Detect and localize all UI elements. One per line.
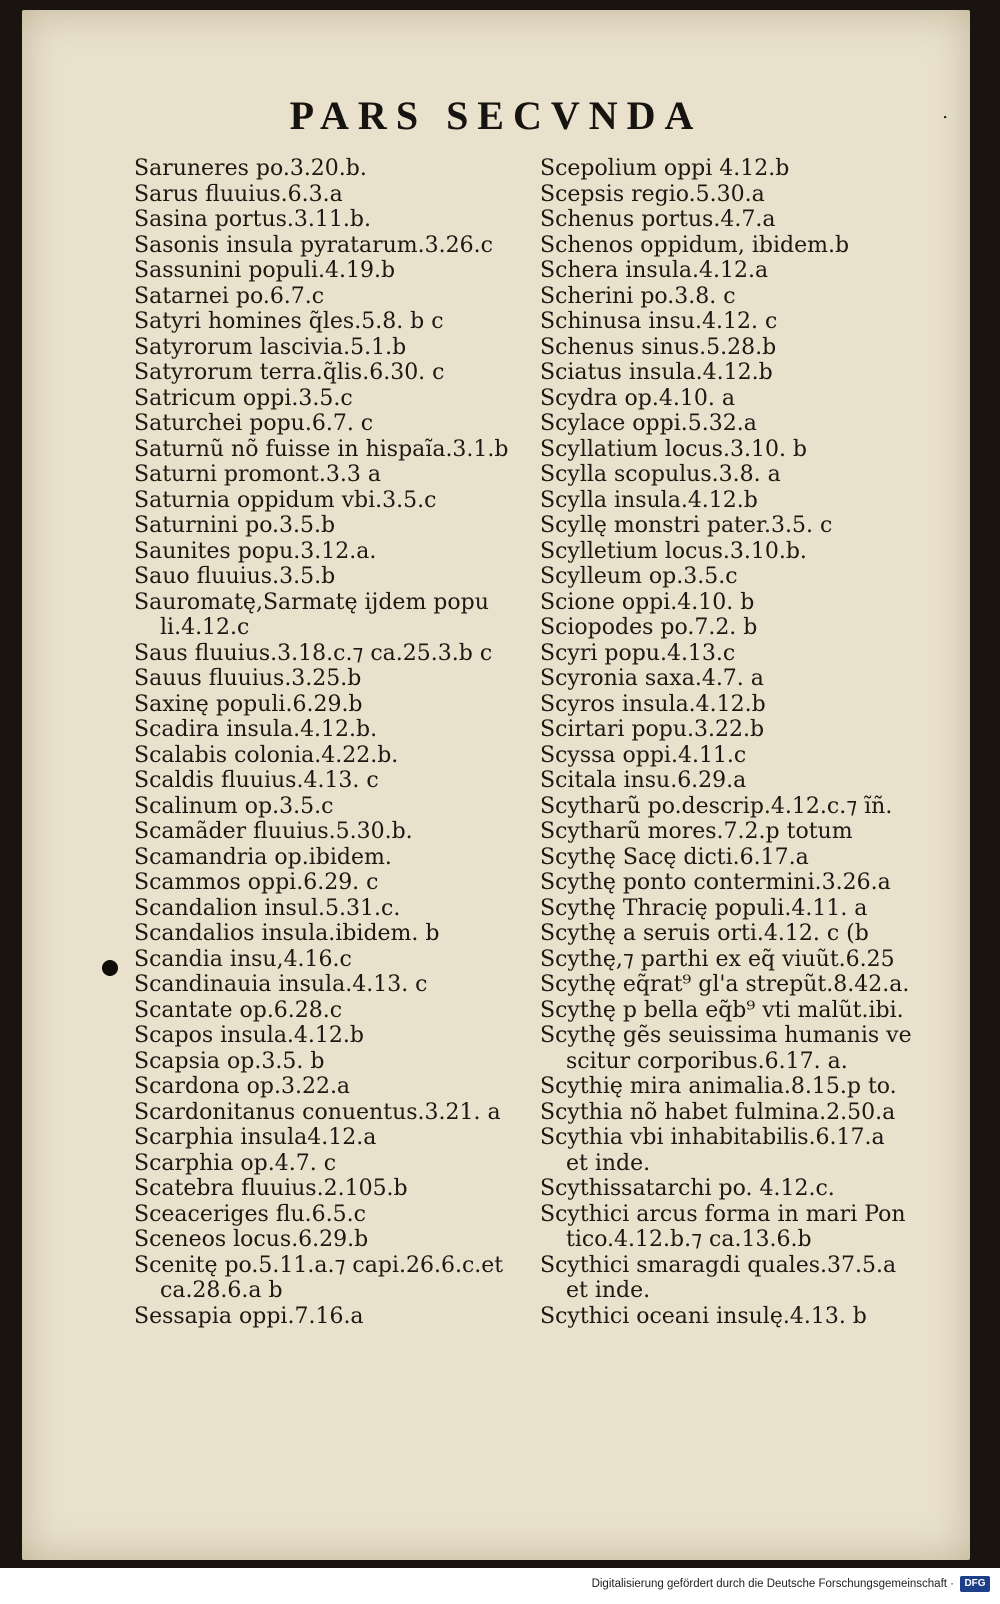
corner-mark: . bbox=[942, 102, 948, 123]
index-entry-text: Scapsia op.3.5. b bbox=[134, 1048, 325, 1074]
index-entry bbox=[134, 156, 554, 182]
index-entry-text: Sessapia oppi.7.16.a bbox=[134, 1303, 364, 1329]
index-entry bbox=[134, 564, 554, 590]
index-entry-text: Sceaceriges flu.6.5.c bbox=[134, 1201, 366, 1227]
index-entry bbox=[540, 1100, 960, 1126]
index-entry bbox=[134, 870, 554, 896]
index-entry-text: Scenitę po.5.11.a.⁊ capi.26.6.c.et bbox=[134, 1252, 504, 1278]
index-entry bbox=[540, 564, 960, 590]
index-entry-text: Scylace oppi.5.32.a bbox=[540, 411, 757, 436]
index-entry-text: Scyri popu.4.13.c bbox=[540, 640, 736, 666]
index-entry bbox=[540, 845, 960, 871]
index-entry bbox=[134, 488, 554, 514]
index-entry-text: Scythissatarchi po. 4.12.c. bbox=[540, 1176, 835, 1201]
index-entry-text: Scarphia op.4.7. c bbox=[134, 1150, 337, 1176]
index-entry-text: Scythę Thracię populi.4.11. a bbox=[540, 895, 868, 921]
index-entry bbox=[134, 845, 554, 871]
index-entry-text: Scythę a seruis orti.4.12. c (b bbox=[540, 921, 869, 946]
index-entry-text: Scantate op.6.28.c bbox=[134, 997, 343, 1023]
index-entry bbox=[540, 284, 960, 310]
index-entry-text: Scythę,⁊ parthi ex eq̃ viuũt.6.25 bbox=[540, 946, 895, 972]
index-entry bbox=[134, 360, 554, 386]
index-entry bbox=[134, 998, 554, 1024]
index-entry bbox=[540, 1125, 960, 1176]
index-entry-text: Scythia nõ habet fulmina.2.50.a bbox=[540, 1099, 896, 1125]
index-entry bbox=[134, 768, 554, 794]
index-entry-continuation: et inde. bbox=[566, 1278, 651, 1303]
index-entry bbox=[540, 488, 960, 514]
index-entry-continuation: scitur corporibus.6.17. a. bbox=[566, 1048, 848, 1074]
index-entry-text: Scylla insula.4.12.b bbox=[540, 487, 758, 513]
index-entry-text: Satricum oppi.3.5.c bbox=[134, 385, 353, 411]
index-entry-text: Saturnia oppidum vbi.3.5.c bbox=[134, 487, 437, 513]
index-entry-text: Scyronia saxa.4.7. a bbox=[540, 666, 764, 691]
index-entry bbox=[134, 1049, 554, 1075]
index-entry bbox=[540, 819, 960, 845]
index-entry bbox=[134, 794, 554, 820]
index-entry bbox=[540, 386, 960, 412]
index-entry bbox=[540, 692, 960, 718]
index-entry-text: Saturni promont.3.3 a bbox=[134, 462, 381, 487]
index-entry-text: Sauromatę,Sarmatę ijdem popu bbox=[134, 589, 489, 615]
index-entry-text: Scythia vbi inhabitabilis.6.17.a bbox=[540, 1125, 885, 1150]
index-entry-text: Saruneres po.3.20.b. bbox=[134, 156, 367, 181]
index-entry bbox=[134, 717, 554, 743]
index-entry-text: Schenos oppidum, ibidem.b bbox=[540, 232, 850, 258]
index-entry bbox=[540, 743, 960, 769]
index-entry bbox=[540, 182, 960, 208]
manicule-dot-mark bbox=[102, 960, 118, 976]
index-entry bbox=[134, 972, 554, 998]
index-entry bbox=[134, 1202, 554, 1228]
index-entry-text: Saturnũ nõ fuisse in hispaĩa.3.1.b bbox=[134, 436, 509, 462]
index-entry-text: Scythię mira animalia.8.15.p to. bbox=[540, 1074, 897, 1099]
index-entry-text: Scylleum op.3.5.c bbox=[540, 564, 738, 589]
index-entry bbox=[540, 1023, 960, 1074]
index-entry-text: Scythici oceani insulę.4.13. b bbox=[540, 1303, 867, 1329]
index-entry bbox=[540, 258, 960, 284]
index-entry bbox=[540, 1253, 960, 1304]
index-entry-text: Scythę ponto contermini.3.26.a bbox=[540, 870, 891, 895]
index-entry-text: Satyrorum lascivia.5.1.b bbox=[134, 334, 407, 360]
index-entry bbox=[134, 1304, 554, 1330]
index-entry-text: Satyrorum terra.q̃lis.6.30. c bbox=[134, 360, 445, 385]
index-entry bbox=[134, 284, 554, 310]
index-entry-text: Scandalion insul.5.31.c. bbox=[134, 895, 401, 921]
index-entry-text: Schenus portus.4.7.a bbox=[540, 207, 776, 232]
index-entry-text: Scythę eq̃rat⁹ gl'a strepũt.8.42.a. bbox=[540, 972, 910, 997]
index-entry bbox=[134, 1176, 554, 1202]
index-entry-text: Scatebra fluuius.2.105.b bbox=[134, 1176, 408, 1201]
index-entry bbox=[134, 692, 554, 718]
index-entry bbox=[134, 411, 554, 437]
index-entry bbox=[540, 1202, 960, 1253]
index-entry-text: Scythici smaragdi quales.37.5.a bbox=[540, 1252, 897, 1278]
index-entry-text: Schera insula.4.12.a bbox=[540, 258, 769, 283]
index-entry bbox=[134, 921, 554, 947]
index-entry-text: Saus fluuius.3.18.c.⁊ ca.25.3.b c bbox=[134, 640, 493, 666]
index-entry-text: Scepolium oppi 4.12.b bbox=[540, 156, 790, 181]
index-entry bbox=[540, 870, 960, 896]
index-entry-text: Sceneos locus.6.29.b bbox=[134, 1227, 369, 1252]
index-entry-text: Scandalios insula.ibidem. b bbox=[134, 921, 440, 946]
index-entry-text: Scepsis regio.5.30.a bbox=[540, 181, 765, 207]
index-entry-text: Satarnei po.6.7.c bbox=[134, 283, 325, 309]
footer-bar bbox=[0, 1568, 1000, 1604]
index-entry-text: Scamãder fluuius.5.30.b. bbox=[134, 819, 413, 844]
index-entry bbox=[134, 819, 554, 845]
index-entry bbox=[134, 258, 554, 284]
index-entry bbox=[134, 896, 554, 922]
index-entry bbox=[540, 998, 960, 1024]
book-page bbox=[22, 10, 970, 1560]
index-entry bbox=[540, 666, 960, 692]
index-entry bbox=[540, 590, 960, 616]
index-entry-continuation: tico.4.12.b.⁊ ca.13.6.b bbox=[566, 1227, 812, 1252]
index-entry bbox=[134, 233, 554, 259]
index-entry bbox=[134, 386, 554, 412]
index-entry bbox=[540, 437, 960, 463]
index-entry-text: Scherini po.3.8. c bbox=[540, 283, 736, 309]
index-entry bbox=[540, 794, 960, 820]
index-entry bbox=[134, 437, 554, 463]
index-entry bbox=[134, 641, 554, 667]
index-entry-text: Scalinum op.3.5.c bbox=[134, 793, 334, 819]
index-entry-text: Scandinauia insula.4.13. c bbox=[134, 972, 428, 997]
index-entry-text: Scadira insula.4.12.b. bbox=[134, 717, 378, 742]
index-entry bbox=[540, 309, 960, 335]
index-entry bbox=[540, 233, 960, 259]
index-entry bbox=[134, 182, 554, 208]
index-entry-text: Scylletium locus.3.10.b. bbox=[540, 538, 807, 564]
index-entry bbox=[134, 1227, 554, 1253]
index-entry-text: Scandia insu,4.16.c bbox=[134, 946, 352, 972]
index-entry-text: Sciopodes po.7.2. b bbox=[540, 615, 758, 640]
index-entry-text: Saturchei popu.6.7. c bbox=[134, 411, 374, 436]
index-entry-text: Scyllatium locus.3.10. b bbox=[540, 436, 808, 462]
index-entry-text: Scythę Sacę dicti.6.17.a bbox=[540, 844, 809, 870]
index-entry-text: Sauus fluuius.3.25.b bbox=[134, 666, 362, 691]
index-entry-text: Saunites popu.3.12.a. bbox=[134, 538, 377, 564]
index-entry bbox=[540, 1074, 960, 1100]
index-entry bbox=[540, 615, 960, 641]
index-entry bbox=[540, 641, 960, 667]
index-entry-text: Scyllę monstri pater.3.5. c bbox=[540, 513, 833, 538]
index-entry bbox=[540, 1176, 960, 1202]
index-entry bbox=[540, 972, 960, 998]
index-entry bbox=[540, 947, 960, 973]
index-entry bbox=[540, 207, 960, 233]
index-entry bbox=[134, 1100, 554, 1126]
index-entry bbox=[134, 1253, 554, 1304]
index-entry-text: Sarus fluuius.6.3.a bbox=[134, 181, 343, 207]
index-entry bbox=[134, 1023, 554, 1049]
index-entry bbox=[540, 513, 960, 539]
index-entry-text: Scylla scopulus.3.8. a bbox=[540, 462, 781, 487]
index-entry-text: Satyri homines q̃les.5.8. b c bbox=[134, 309, 444, 334]
index-entry-text: Sasonis insula pyratarum.3.26.c bbox=[134, 232, 493, 258]
index-entry-text: Scytharũ mores.7.2.p totum bbox=[540, 819, 853, 844]
index-entry-text: Scardona op.3.22.a bbox=[134, 1074, 351, 1099]
index-entry bbox=[540, 717, 960, 743]
index-entry-text: Scyros insula.4.12.b bbox=[540, 691, 766, 717]
index-entry-continuation: li.4.12.c bbox=[160, 615, 250, 640]
index-entry bbox=[540, 768, 960, 794]
index-entry-text: Scythę p bella eq̃b⁹ vti malũt.ibi. bbox=[540, 997, 904, 1023]
index-entry-text: Sciatus insula.4.12.b bbox=[540, 360, 773, 385]
index-entry bbox=[134, 666, 554, 692]
index-entry-text: Scarphia insula4.12.a bbox=[134, 1125, 377, 1150]
index-entry bbox=[134, 947, 554, 973]
index-entry-text: Scaldis fluuius.4.13. c bbox=[134, 768, 379, 793]
dfg-logo: DFG bbox=[960, 1576, 990, 1592]
index-entry-text: Scydra op.4.10. a bbox=[540, 385, 735, 411]
index-entry-text: Scardonitanus conuentus.3.21. a bbox=[134, 1099, 501, 1125]
index-entry-text: Schinusa insu.4.12. c bbox=[540, 309, 778, 334]
index-entry-text: Schenus sinus.5.28.b bbox=[540, 334, 777, 360]
index-entry bbox=[540, 539, 960, 565]
index-entry-text: Saxinę populi.6.29.b bbox=[134, 691, 363, 717]
footer-credit: Digitalisierung gefördert durch die Deutsche Forschungsgemeinschaft · bbox=[591, 1578, 954, 1590]
index-entry-text: Scythę gẽs seuissima humanis ve bbox=[540, 1023, 912, 1048]
index-entry-text: Scammos oppi.6.29. c bbox=[134, 870, 379, 895]
index-entry-continuation: ca.28.6.a b bbox=[160, 1278, 283, 1303]
index-entry-continuation: et inde. bbox=[566, 1150, 651, 1176]
index-entry bbox=[540, 360, 960, 386]
index-entry bbox=[134, 1125, 554, 1151]
index-entry bbox=[540, 462, 960, 488]
index-entry bbox=[134, 462, 554, 488]
index-entry-text: Scythici arcus forma in mari Pon bbox=[540, 1201, 906, 1227]
index-entry-text: Scapos insula.4.12.b bbox=[134, 1023, 364, 1048]
index-entry-text: Sasina portus.3.11.b. bbox=[134, 207, 371, 232]
index-entry bbox=[540, 156, 960, 182]
index-entry bbox=[540, 335, 960, 361]
index-entry-text: Scione oppi.4.10. b bbox=[540, 589, 755, 615]
index-entry-text: Scalabis colonia.4.22.b. bbox=[134, 742, 399, 768]
index-entry bbox=[134, 513, 554, 539]
index-entry bbox=[540, 1304, 960, 1330]
index-entry-text: Scytharũ po.descrip.4.12.c.⁊ ĩñ. bbox=[540, 793, 893, 819]
index-entry bbox=[134, 743, 554, 769]
index-entry-text: Scyssa oppi.4.11.c bbox=[540, 742, 747, 768]
index-entry bbox=[134, 1074, 554, 1100]
index-entry bbox=[540, 896, 960, 922]
page-header: PARS SECVNDA bbox=[289, 93, 703, 138]
index-entry-text: Scirtari popu.3.22.b bbox=[540, 717, 765, 742]
index-entry-text: Sassunini populi.4.19.b bbox=[134, 258, 396, 283]
index-entry-text: Scamandria op.ibidem. bbox=[134, 844, 392, 870]
index-entry bbox=[540, 411, 960, 437]
index-entry bbox=[134, 207, 554, 233]
index-entry-text: Sauo fluuius.3.5.b bbox=[134, 564, 336, 589]
index-entry bbox=[540, 921, 960, 947]
index-entry bbox=[134, 309, 554, 335]
index-entry-text: Scitala insu.6.29.a bbox=[540, 768, 747, 793]
index-entry-text: Saturnini po.3.5.b bbox=[134, 513, 336, 538]
index-entry bbox=[134, 335, 554, 361]
index-column-left bbox=[134, 156, 554, 1329]
index-column-right bbox=[540, 156, 960, 1329]
index-entry bbox=[134, 590, 554, 641]
index-entry bbox=[134, 539, 554, 565]
index-entry bbox=[134, 1151, 554, 1177]
